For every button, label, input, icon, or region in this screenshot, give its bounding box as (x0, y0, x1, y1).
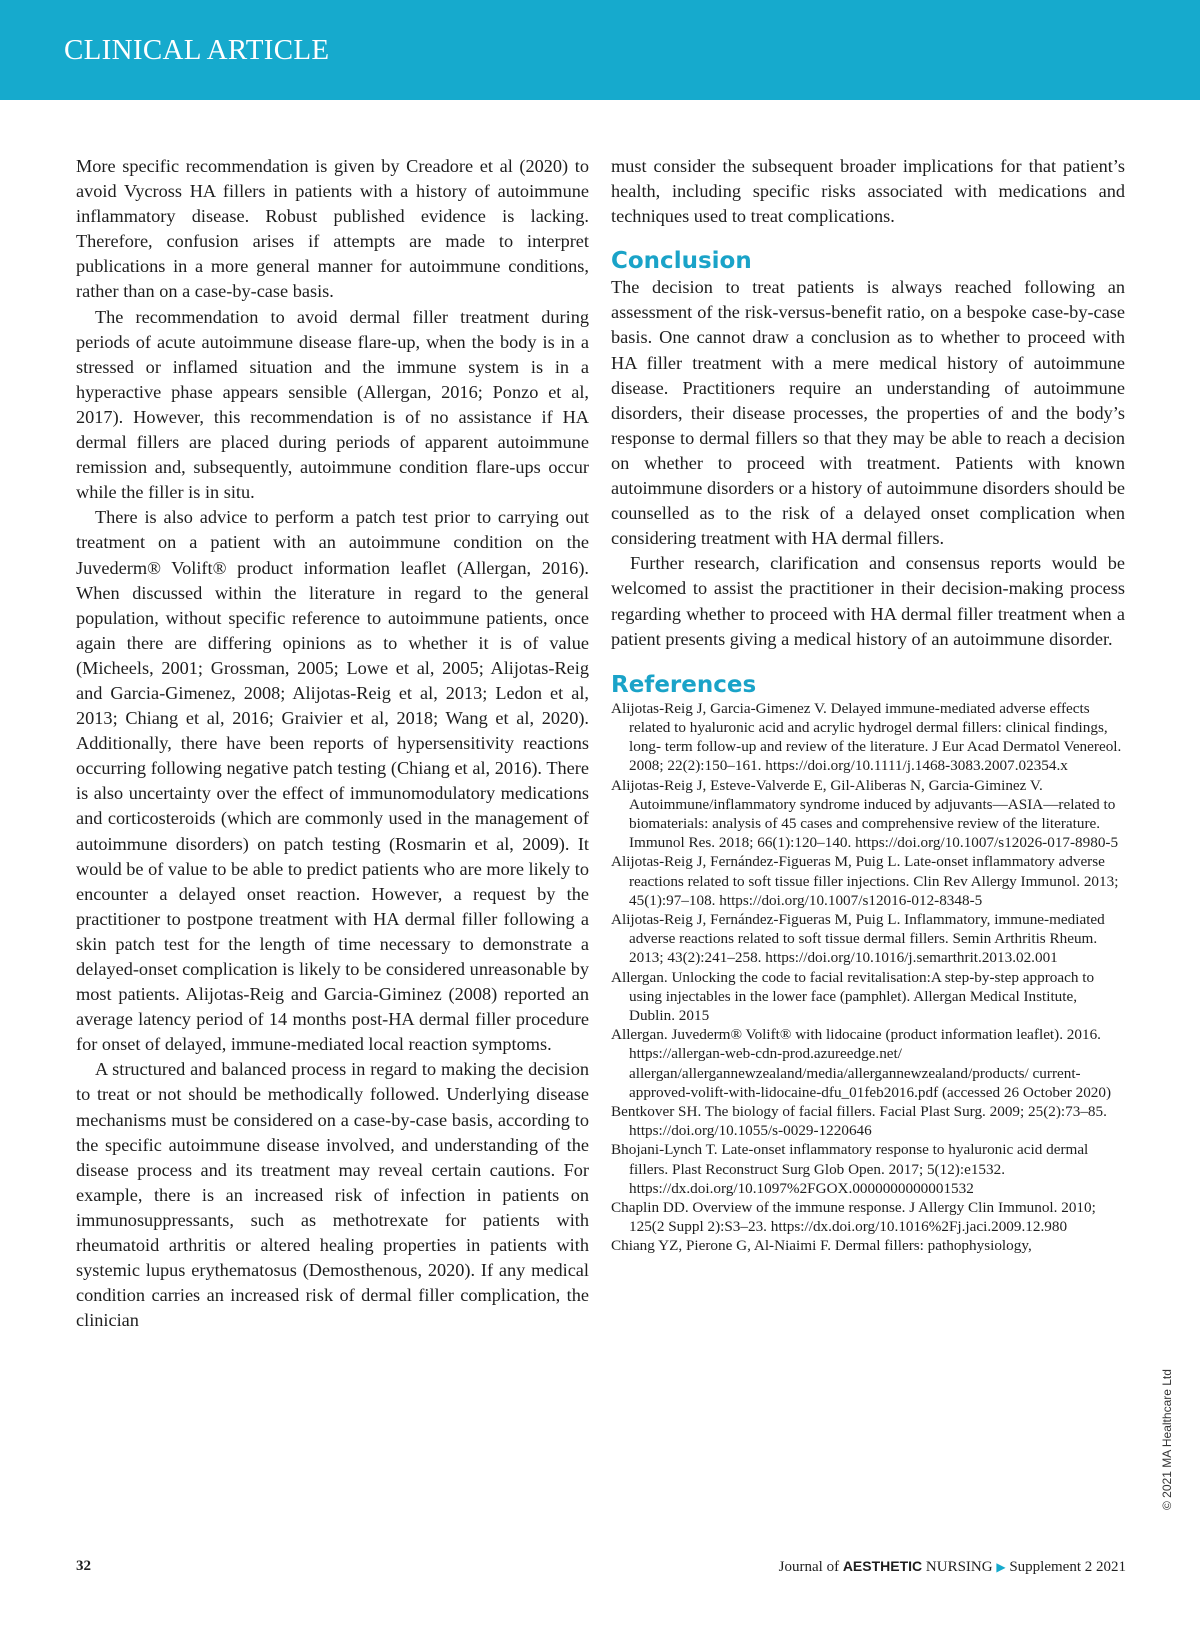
body-paragraph: must consider the subsequent broader implications for that patient’s health, including specific risks associated with medications and techniques used to treat complications. (611, 156, 1125, 227)
reference-item: Alijotas-Reig J, Fernández-Figueras M, Puig L. Late-onset inflammatory adverse reactions related to soft tissue filler injections. Clin Rev Allergy Immunol. 2013; 45(1):97–108. https://doi.org/10.1007/s12016-012-8348-5 (611, 853, 1119, 909)
body-paragraph: The recommendation to avoid dermal filler treatment during periods of acute autoimmune disease flare-up, when the body is in a stressed or inflamed situation and the immune system is in a hyperactive phase appears sensible (Allergan, 2016; Ponzo et al, 2017). However, this recommendation is of no assistance if HA dermal fillers are placed during periods of apparent autoimmune remission and, subsequently, autoimmune condition flare-ups occur while the filler is in situ. (76, 306, 589, 503)
header-bar (0, 0, 1200, 100)
reference-item: Chiang YZ, Pierone G, Al-Niaimi F. Dermal fillers: pathophysiology, (611, 1237, 1032, 1255)
triangle-arrow-icon: ▶ (996, 1560, 1006, 1574)
body-paragraph: There is also advice to perform a patch test prior to carrying out treatment on a patient with an autoimmune condition on the Juvederm® Volift® product information leaflet (Allergan, 2016). When discussed within the literature in regard to the general population, without specific reference to autoimmune patients, once again there are differing opinions as to whether it is of value (Micheels, 2001; Grossman, 2005; Lowe et al, 2005; Alijotas-Reig and Garcia-Gimenez, 2008; Alijotas-Reig et al, 2013; Ledon et al, 2013; Chiang et al, 2016; Graivier et al, 2018; Wang et al, 2020). Additionally, there have been reports of hypersensitivity reactions occurring following negative patch testing (Chiang et al, 2016). There is also uncertainty over the effect of immunomodulatory medications and corticosteroids (which are commonly used in the management of autoimmune disorders) on patch testing (Rosmarin et al, 2009). It would be of value to be able to predict patients who are more likely to encounter a delayed onset reaction. However, a request by the practitioner to postpone treatment with HA dermal filler following a skin patch test for the length of time necessary to demonstrate a delayed-onset complication is likely to be considered unreasonable by most patients. Alijotas-Reig and Garcia-Giminez (2008) reported an average latency period of 14 months post-HA dermal filler procedure for onset of delayed, immune-mediated local reaction symptoms. (76, 507, 589, 1055)
reference-item: Alijotas-Reig J, Fernández-Figueras M, Puig L. Inflammatory, immune-mediated adverse reactions related to soft tissue dermal fillers. Semin Arthritis Rheum. 2013; 43(2):241–258. https://doi.org/10.1016/j.semarthrit.2013.02.001 (611, 910, 1105, 967)
conclusion-paragraph: The decision to treat patients is always reached following an assessment of the risk-versus-benefit ratio, on a bespoke case-by-case basis. One cannot draw a conclusion as to whether to proceed with HA filler treatment with a mere medical history of autoimmune disease. Practitioners require an understanding of autoimmune disorders, their disease processes, the properties of and the body’s response to dermal fillers so that they may be able to reach a decision on whether to proceed with treatment. Patients with known autoimmune disorders or a history of autoimmune disorders should be counselled as to the risk of a delayed onset complication when considering treatment with HA dermal fillers. (611, 277, 1125, 549)
reference-item: Bhojani-Lynch T. Late-onset inflammatory response to hyaluronic acid dermal fillers. Plast Reconstruct Surg Glob Open. 2017; 5(12):e1532. https://dx.doi.org/10.1097%2FGOX.0000000000001532 (611, 1141, 1089, 1197)
left-column (76, 154, 589, 1333)
conclusion-paragraph: Further research, clarification and consensus reports would be welcomed to assist the practitioner in their decision-making process regarding whether to proceed with HA dermal filler treatment when a patient presents giving a medical history of an autoimmune disorder. (611, 553, 1125, 649)
journal-name-suffix: NURSING (925, 1559, 993, 1575)
journal-footer (779, 1558, 1126, 1576)
journal-name-bold: AESTHETIC (842, 1558, 923, 1574)
section-label: CLINICAL ARTICLE (64, 34, 330, 66)
right-column (611, 154, 1125, 1256)
reference-item: Bentkover SH. The biology of facial fillers. Facial Plast Surg. 2009; 25(2):73–85. https://doi.org/10.1055/s-0029-1220646 (611, 1102, 1107, 1140)
references-heading: References (611, 671, 757, 698)
page-number: 32 (76, 1558, 91, 1574)
body-paragraph: More specific recommendation is given by Creadore et al (2020) to avoid Vycross HA fillers in patients with a history of autoimmune inflammatory disease. Robust published evidence is lacking. Therefore, confusion arises if attempts are made to interpret publications in a more general manner for autoimmune conditions, rather than on a case-by-case basis. (76, 156, 589, 302)
reference-item: Alijotas-Reig J, Garcia-Gimenez V. Delayed immune-mediated adverse effects related to hyaluronic acid and acrylic hydrogel dermal fillers: clinical findings, long- term follow-up and review of the literature. J Eur Acad Dermatol Venereol. 2008; 22(2):150–161. https://doi.org/10.1111/j.1468-3083.2007.02354.x (611, 699, 1122, 775)
conclusion-heading: Conclusion (611, 248, 752, 275)
copyright-notice: © 2021 MA Healthcare Ltd (1160, 1369, 1174, 1510)
journal-prefix: Journal of (778, 1559, 840, 1575)
reference-item: Alijotas-Reig J, Esteve-Valverde E, Gil-Aliberas N, Garcia-Giminez V. Autoimmune/inflammatory syndrome induced by adjuvants—ASIA—related to biomaterials: analysis of 45 cases and comprehensive review of the literature. Immunol Res. 2018; 66(1):120–140. https://doi.org/10.1007/s12026-017-8980-5 (611, 776, 1119, 852)
body-paragraph: A structured and balanced process in regard to making the decision to treat or not should be methodically followed. Underlying disease mechanisms must be considered on a case-by-case basis, according to the specific autoimmune disease involved, and understanding of the disease process and its treatment may reveal certain cautions. For example, there is an increased risk of infection in patients on immunosuppressants, such as methotrexate for patients with rheumatoid arthritis or altered healing properties in patients with systemic lupus erythematosus (Demosthenous, 2020). If any medical condition carries an increased risk of dermal filler complication, the clinician (76, 1059, 589, 1331)
reference-list (611, 699, 1125, 1256)
reference-item: Chaplin DD. Overview of the immune response. J Allergy Clin Immunol. 2010; 125(2 Suppl 2):S3–23. https://dx.doi.org/10.1016%2Fj.jaci.2009.12.980 (611, 1198, 1096, 1236)
reference-item: Allergan. Juvederm® Volift® with lidocaine (product information leaflet). 2016. https://allergan-web-cdn-prod.azureedge.net/ allergan/allergannewzealand/media/allergannewzealand/products/ current-approved-volift-with-lidocaine-dfu_01feb2016.pdf (accessed 26 October 2020) (611, 1026, 1112, 1101)
issue-label: Supplement 2 2021 (1009, 1559, 1126, 1575)
reference-item: Allergan. Unlocking the code to facial revitalisation:A step-by-step approach to using injectables in the lower face (pamphlet). Allergan Medical Institute, Dublin. 2015 (611, 968, 1095, 1024)
